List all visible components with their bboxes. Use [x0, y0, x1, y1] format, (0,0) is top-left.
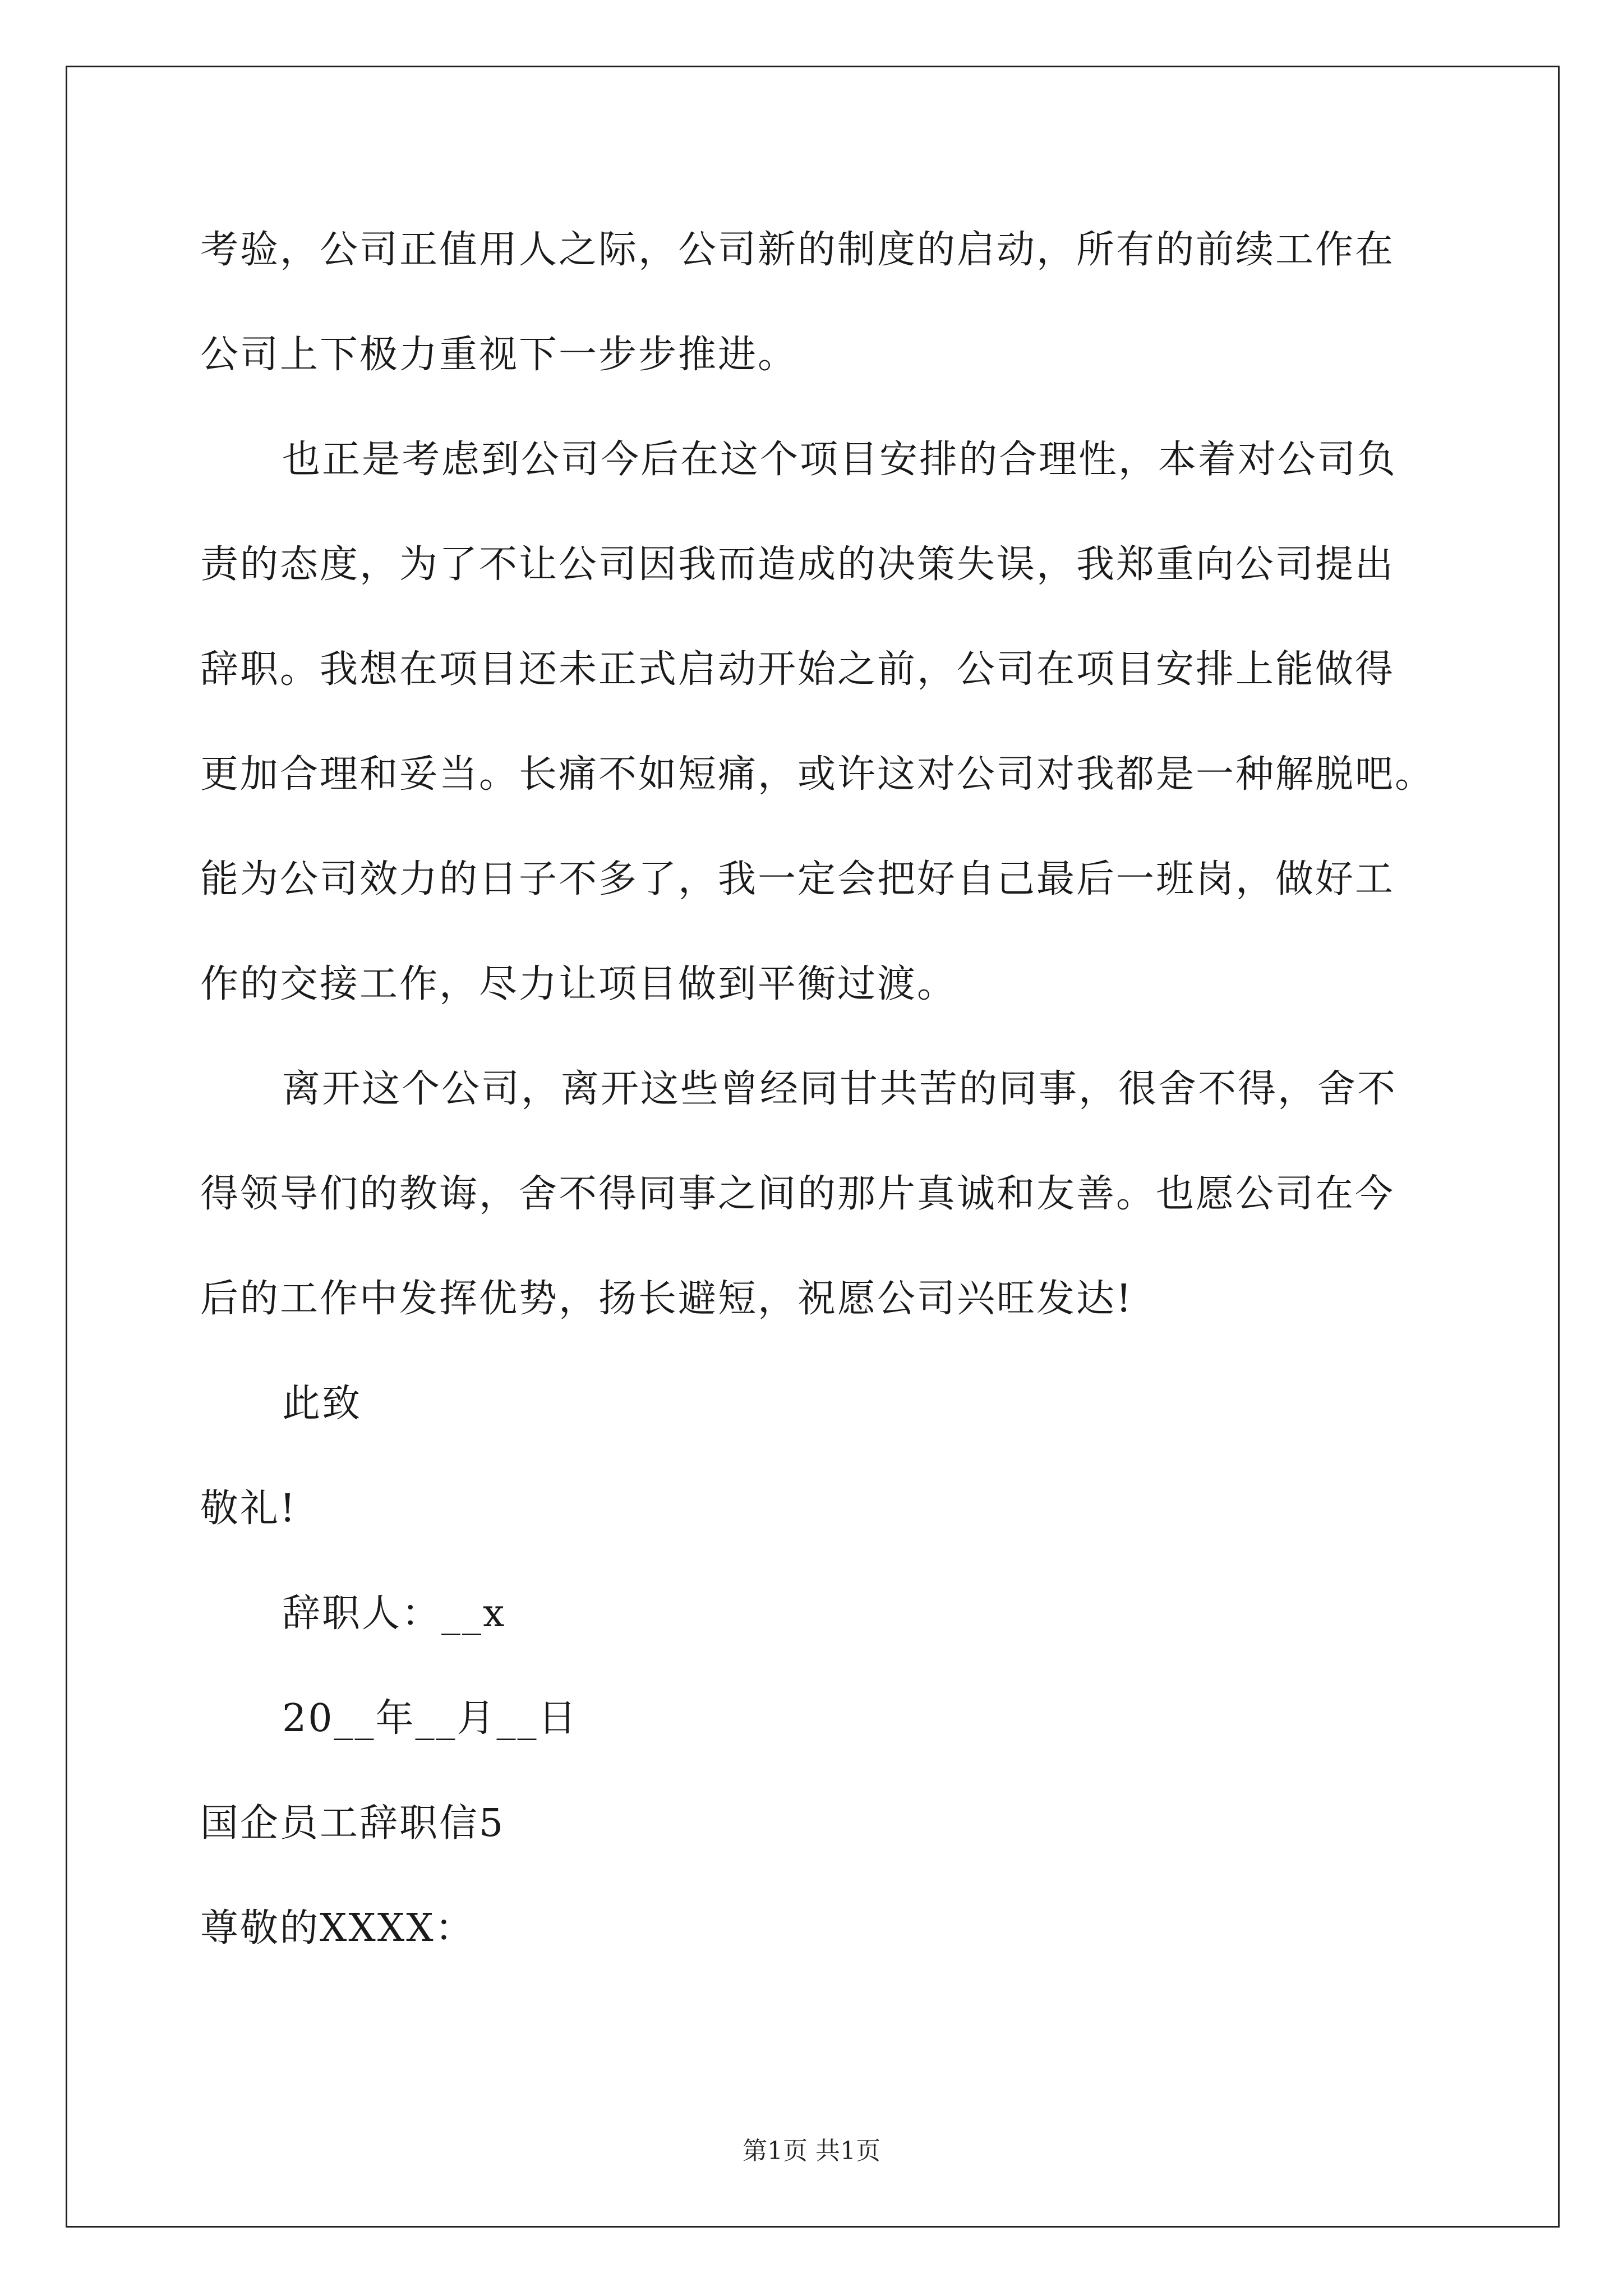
text-line: 辞职。我想在项目还未正式启动开始之前，公司在项目安排上能做得	[200, 647, 1395, 692]
text-line: 公司上下极力重视下一步步推进。	[200, 333, 798, 377]
signature-line: 辞职人：__x	[282, 1591, 506, 1636]
text-line: 更加合理和妥当。长痛不如短痛，或许这对公司对我都是一种解脱吧。	[200, 752, 1435, 797]
letter-greeting: 尊敬的XXXX：	[200, 1906, 475, 1950]
text-line: 也正是考虑到公司今后在这个项目安排的合理性，本着对公司负	[282, 438, 1398, 482]
closing-salutation: 此致	[282, 1382, 362, 1426]
text-line: 作的交接工作，尽力让项目做到平衡过渡。	[200, 962, 957, 1006]
text-line: 离开这个公司，离开这些曾经同甘共苦的同事，很舍不得，舍不	[282, 1067, 1398, 1111]
date-line: 20__年__月__日	[282, 1696, 578, 1741]
closing-regards: 敬礼!	[200, 1487, 297, 1531]
text-line: 后的工作中发挥优势，扬长避短，祝愿公司兴旺发达!	[200, 1277, 1133, 1321]
section-title: 国企员工辞职信5	[200, 1801, 505, 1846]
text-line: 责的态度，为了不让公司因我而造成的决策失误，我郑重向公司提出	[200, 542, 1395, 587]
text-line: 能为公司效力的日子不多了，我一定会把好自己最后一班岗，做好工	[200, 857, 1395, 901]
text-line: 得领导们的教诲，舍不得同事之间的那片真诚和友善。也愿公司在今	[200, 1172, 1395, 1216]
document-body	[200, 216, 1468, 1999]
text-line: 考验，公司正值用人之际，公司新的制度的启动，所有的前续工作在	[200, 228, 1395, 272]
page-footer: 第1页 共1页	[743, 2137, 880, 2165]
